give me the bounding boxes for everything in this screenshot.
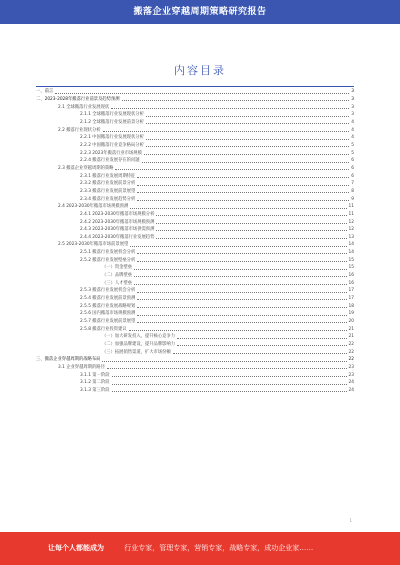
toc-entry-page: 3	[351, 112, 354, 118]
toc-entry-title: 3.1 企业穿越周期的路径	[58, 364, 105, 370]
toc-entry[interactable]	[36, 378, 354, 386]
footer-slogan: 让每个人都能成为	[48, 544, 104, 552]
toc-leader-dots	[144, 153, 349, 155]
toc-leader-dots	[134, 283, 346, 285]
toc-entry[interactable]	[36, 225, 354, 233]
toc-entry-title: 2.3.2 搬落行业发展前景分析	[80, 181, 136, 187]
toc-entry-title: 2.4.4 2023-2030年搬落行业发展趋势	[80, 234, 155, 240]
toc-entry-page: 23	[348, 372, 354, 378]
toc-entry-page: 6	[351, 158, 354, 164]
toc-entry-page: 22	[348, 342, 354, 348]
toc-leader-dots	[142, 161, 350, 163]
toc-entry-title: 2.4 2023-2030年搬落市场规模预测	[58, 204, 129, 210]
toc-entry[interactable]	[36, 317, 354, 325]
toc-leader-dots	[137, 176, 349, 178]
toc-entry-title: 2.5.2 搬落行业发展壁垒分析	[80, 257, 136, 263]
toc-leader-dots	[115, 168, 349, 170]
toc-entry-title: （三）拓展销售渠道，扩大市场份额	[102, 349, 171, 355]
toc-entry-title: 2.3.3 搬落行业发展前景展望	[80, 188, 136, 194]
toc-entry-page: 6	[351, 165, 354, 171]
toc-entry-page: 7	[351, 181, 354, 187]
toc-leader-dots	[177, 337, 346, 339]
toc-entry-title: 3.1.1 第一阶段	[80, 372, 110, 378]
toc-entry-page: 21	[348, 334, 354, 340]
toc-entry[interactable]	[36, 164, 354, 172]
toc-leader-dots	[103, 130, 350, 132]
toc-leader-dots	[146, 122, 349, 124]
toc-entry[interactable]	[36, 240, 354, 248]
toc-leader-dots	[156, 222, 346, 224]
toc-entry[interactable]	[36, 324, 354, 332]
toc-entry[interactable]	[36, 301, 354, 309]
toc-leader-dots	[137, 298, 346, 300]
toc-entry-title: （二）加强品牌建设，提升品牌影响力	[102, 342, 176, 348]
toc-entry[interactable]	[36, 286, 354, 294]
toc-entry[interactable]	[36, 232, 354, 240]
toc-entry[interactable]	[36, 133, 354, 141]
toc-entry-title: 2.2.2 中国搬落行业竞争格局分析	[80, 142, 144, 148]
toc-entry[interactable]	[36, 255, 354, 263]
toc-leader-dots	[137, 321, 346, 323]
toc-entry-page: 14	[348, 250, 354, 256]
toc-entry[interactable]	[36, 278, 354, 286]
toc-leader-dots	[156, 229, 346, 231]
toc-entry-title: 2.2.1 中国搬落行业发展现状分析	[80, 135, 144, 141]
toc-entry-page: 15	[348, 257, 354, 263]
toc-leader-dots	[137, 191, 349, 193]
toc-entry-page: 12	[348, 227, 354, 233]
toc-leader-dots	[134, 275, 346, 277]
toc-leader-dots	[137, 184, 349, 186]
toc-entry-title: 2.2.4 搬落行业发展存在的问题	[80, 158, 140, 164]
toc-entry[interactable]	[36, 148, 354, 156]
toc-entry[interactable]	[36, 355, 354, 363]
report-title: 搬落企业穿越周期策略研究报告	[133, 7, 267, 17]
toc-leader-dots	[112, 390, 347, 392]
toc-entry-page: 22	[348, 349, 354, 355]
toc-entry[interactable]	[36, 210, 354, 218]
toc-entry-title: 二、2023-2028年搬落行业前景及趋势预测	[36, 97, 120, 103]
page-number: 1	[349, 518, 352, 523]
toc-entry[interactable]	[36, 294, 354, 302]
toc-entry-page: 14	[348, 242, 354, 248]
toc-leader-dots	[177, 344, 346, 346]
toc-entry[interactable]	[36, 194, 354, 202]
toc-entry-page: 13	[348, 234, 354, 240]
toc-entry[interactable]	[36, 125, 354, 133]
toc-entry-page: 16	[348, 280, 354, 286]
toc-entry-page: 24	[348, 380, 354, 386]
toc-leader-dots	[134, 268, 346, 270]
toc-entry-title: 2.5.7 搬落行业发展前景展望	[80, 319, 136, 325]
toc-entry-title: （一）加大研发投入，提升核心竞争力	[102, 334, 176, 340]
toc-entry-page: 3	[351, 97, 354, 103]
toc-leader-dots	[137, 260, 346, 262]
toc-entry[interactable]	[36, 271, 354, 279]
toc-entry-page: 4	[351, 119, 354, 125]
toc-leader-dots	[112, 383, 347, 385]
toc-entry[interactable]	[36, 202, 354, 210]
toc-entry-page: 11	[348, 204, 354, 210]
toc-entry[interactable]	[36, 179, 354, 187]
toc-entry[interactable]	[36, 217, 354, 225]
toc-entry-page: 20	[348, 319, 354, 325]
toc-leader-dots	[102, 360, 346, 362]
toc-entry[interactable]	[36, 386, 354, 394]
toc-entry[interactable]	[36, 110, 354, 118]
toc-entry-page: 19	[348, 311, 354, 317]
toc-leader-dots	[146, 145, 349, 147]
toc-entry[interactable]	[36, 102, 354, 110]
toc-entry-title: （二）品牌壁垒	[102, 273, 133, 279]
toc-entry-title: 2.2.3 2023年搬落行业市场规模	[80, 150, 142, 156]
toc-entry-page: 4	[351, 127, 354, 133]
toc-entry[interactable]	[36, 156, 354, 164]
toc-entry[interactable]	[36, 332, 354, 340]
toc-entry-page: 21	[348, 326, 354, 332]
toc-entry[interactable]	[36, 87, 354, 95]
footer-banner	[0, 532, 400, 565]
toc-entry[interactable]	[36, 347, 354, 355]
toc-entry-title: 2.5.5 搬落行业发展战略规划	[80, 303, 136, 309]
toc-entry-page: 5	[351, 150, 354, 156]
toc-entry-page: 16	[348, 273, 354, 279]
toc-entry-title: （一）资金壁垒	[102, 265, 133, 271]
toc-entry-page: 18	[348, 303, 354, 309]
toc-leader-dots	[107, 367, 347, 369]
toc-leader-dots	[112, 375, 347, 377]
toc-leader-dots	[129, 329, 347, 331]
toc-entry-page: 17	[348, 288, 354, 294]
toc-entry[interactable]	[36, 187, 354, 195]
toc-entry-title: 三、搬落企业穿越周期的战略布局	[36, 357, 101, 363]
toc-leader-dots	[130, 207, 346, 209]
toc-entry-page: 17	[348, 296, 354, 302]
toc-entry-page: 12	[348, 219, 354, 225]
toc-entry-title: 2.3.4 搬落行业发展趋势分析	[80, 196, 136, 202]
toc-leader-dots	[156, 237, 346, 239]
toc-entry-title: 2.1.1 全球搬落行业发展现状分析	[80, 112, 144, 118]
toc-entry-page: 4	[351, 135, 354, 141]
toc-entry-page: 22	[348, 357, 354, 363]
toc-entry-page: 3	[351, 89, 354, 95]
toc-entry-title: 2.4.3 2023-2030年搬落市场供需预测	[80, 227, 155, 233]
toc-entry-title: 一、前言	[36, 89, 54, 95]
toc-leader-dots	[111, 107, 349, 109]
toc-entry[interactable]	[36, 95, 354, 103]
toc-entry-title: 2.5.4 搬落行业发展前景预测	[80, 296, 136, 302]
toc-entry-page: 11	[348, 211, 354, 217]
toc-entry[interactable]	[36, 118, 354, 126]
toc-entry[interactable]	[36, 309, 354, 317]
toc-heading: 内容目录	[174, 64, 226, 77]
toc-entry-page: 5	[351, 142, 354, 148]
toc-entry[interactable]	[36, 370, 354, 378]
toc-entry-title: 2.1.2 全球搬落行业发展前景分析	[80, 119, 144, 125]
report-header	[0, 0, 400, 24]
toc-entry-title: 2.4.2 2023-2030年搬落市场规模预测	[80, 219, 155, 225]
toc-entry-title: 2.5 2023-2030年搬落市场前景展望	[58, 242, 129, 248]
toc-leader-dots	[137, 199, 349, 201]
toc-entry-title: （三）人才壁垒	[102, 280, 133, 286]
toc-entry-page: 23	[348, 364, 354, 370]
toc-entry-title: 2.5.3 搬落行业发展机会分析	[80, 288, 136, 294]
toc-entry[interactable]	[36, 340, 354, 348]
table-of-contents	[36, 86, 354, 393]
toc-leader-dots	[156, 214, 346, 216]
toc-leader-dots	[122, 99, 350, 101]
toc-entry[interactable]	[36, 248, 354, 256]
toc-leader-dots	[137, 291, 346, 293]
toc-leader-dots	[146, 138, 349, 140]
footer-description: 行业专家，管理专家，营销专家，战略专家，成功企业家……	[124, 544, 314, 552]
toc-leader-dots	[137, 314, 346, 316]
toc-leader-dots	[137, 252, 346, 254]
toc-leader-dots	[55, 92, 349, 94]
toc-entry[interactable]	[36, 171, 354, 179]
toc-entry-title: 2.5.6 国内搬落市场规模预测	[80, 311, 136, 317]
toc-entry-title: 2.1 全球搬落行业发展现状	[58, 104, 110, 110]
toc-leader-dots	[137, 306, 346, 308]
toc-entry-title: 2.5.8 搬落行业投资建议	[80, 326, 127, 332]
toc-leader-dots	[146, 115, 349, 117]
toc-leader-dots	[173, 352, 347, 354]
toc-entry-page: 24	[348, 387, 354, 393]
toc-entry-title: 2.3 搬落企业穿越周期的策略	[58, 165, 114, 171]
toc-entry-page: 6	[351, 173, 354, 179]
toc-entry-title: 3.1.2 第二阶段	[80, 380, 110, 386]
toc-entry-page: 8	[351, 188, 354, 194]
toc-entry-title: 2.4.1 2023-2030年搬落市场规模分析	[80, 211, 155, 217]
toc-entry-page: 3	[351, 104, 354, 110]
toc-entry[interactable]	[36, 363, 354, 371]
toc-entry-title: 3.1.3 第三阶段	[80, 387, 110, 393]
toc-entry-title: 2.3.1 搬落行业发展周期特征	[80, 173, 136, 179]
toc-entry-page: 15	[348, 265, 354, 271]
toc-entry-page: 9	[351, 196, 354, 202]
toc-entry-title: 2.5.1 搬落行业发展机会分析	[80, 250, 136, 256]
toc-entry-title: 2.2 搬落行业现状分析	[58, 127, 101, 133]
toc-entry[interactable]	[36, 141, 354, 149]
toc-leader-dots	[130, 245, 346, 247]
toc-entry[interactable]	[36, 263, 354, 271]
